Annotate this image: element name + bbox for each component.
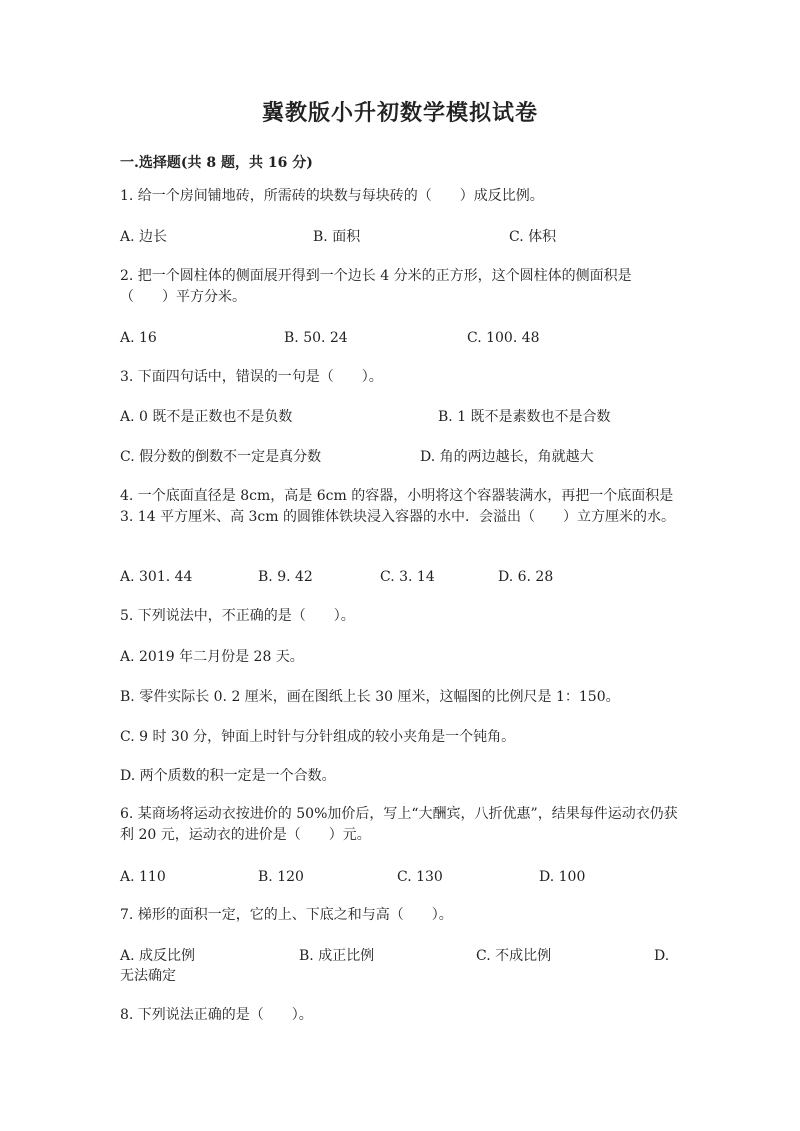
q7-option-b[interactable]: B. 成正比例 bbox=[299, 948, 375, 964]
q6-option-c[interactable]: C. 130 bbox=[397, 869, 443, 885]
q2-option-c[interactable]: C. 100. 48 bbox=[467, 330, 540, 346]
question-2-stem: 2. 把一个圆柱体的侧面展开得到一个边长 4 分米的正方形，这个圆柱体的侧面积是（ ）平方分米。 bbox=[120, 268, 632, 305]
question-6-stem: 6. 某商场将运动衣按进价的 50%加价后，写上“大酬宾，八折优惠”，结果每件运动衣仍获利 20 元，运动衣的进价是（ ）元。 bbox=[120, 806, 678, 843]
q6-option-d[interactable]: D. 100 bbox=[539, 869, 586, 885]
q5-option-c[interactable]: C. 9 时 30 分，钟面上时针与分针组成的较小夹角是一个钝角。 bbox=[120, 729, 516, 745]
q4-option-b[interactable]: B. 9. 42 bbox=[258, 569, 313, 585]
q3-option-b[interactable]: B. 1 既不是素数也不是合数 bbox=[438, 409, 611, 425]
q7-option-c[interactable]: C. 不成比例 bbox=[476, 948, 552, 964]
q4-option-c[interactable]: C. 3. 14 bbox=[380, 569, 435, 585]
question-5-stem: 5. 下列说法中，不正确的是（ ）。 bbox=[120, 608, 355, 624]
q2-option-a[interactable]: A. 16 bbox=[120, 330, 157, 346]
q7-option-d[interactable]: D. 无法确定 bbox=[120, 948, 670, 984]
q1-option-c[interactable]: C. 体积 bbox=[509, 229, 557, 245]
q6-option-a[interactable]: A. 110 bbox=[120, 869, 166, 885]
q3-option-a[interactable]: A. 0 既不是正数也不是负数 bbox=[120, 409, 293, 425]
question-4-stem: 4. 一个底面直径是 8cm，高是 6cm 的容器，小明将这个容器装满水，再把一个底面积是 3. 14 平方厘米、高 3cm 的圆锥体铁块浸入容器的水中．会溢出（ ）立方厘米的水。 bbox=[120, 488, 675, 525]
question-8-stem: 8. 下列说法正确的是（ ）。 bbox=[120, 1007, 313, 1023]
question-1-stem: 1. 给一个房间铺地砖，所需砖的块数与每块砖的（ ）成反比例。 bbox=[120, 188, 544, 204]
q4-option-a[interactable]: A. 301. 44 bbox=[120, 569, 193, 585]
q2-option-b[interactable]: B. 50. 24 bbox=[284, 330, 348, 346]
q6-option-b[interactable]: B. 120 bbox=[258, 869, 304, 885]
question-7-stem: 7. 梯形的面积一定，它的上、下底之和与高（ ）。 bbox=[120, 907, 453, 923]
q3-option-c[interactable]: C. 假分数的倒数不一定是真分数 bbox=[120, 449, 322, 465]
q5-option-a[interactable]: A. 2019 年二月份是 28 天。 bbox=[120, 649, 304, 665]
section-header: 一.选择题(共 8 题，共 16 分) bbox=[120, 155, 313, 171]
q1-option-a[interactable]: A. 边长 bbox=[120, 229, 168, 245]
q5-option-b[interactable]: B. 零件实际长 0. 2 厘米，画在图纸上长 30 厘米，这幅图的比例尺是 1：150。 bbox=[120, 689, 620, 705]
question-3-stem: 3. 下面四句话中，错误的一句是（ ）。 bbox=[120, 369, 383, 385]
page-title: 冀教版小升初数学模拟试卷 bbox=[261, 100, 538, 126]
q7-option-a[interactable]: A. 成反比例 bbox=[120, 948, 196, 964]
q3-option-d[interactable]: D. 角的两边越长，角就越大 bbox=[420, 449, 594, 465]
q5-option-d[interactable]: D. 两个质数的积一定是一个合数。 bbox=[120, 768, 336, 784]
q4-option-d[interactable]: D. 6. 28 bbox=[498, 569, 554, 585]
q1-option-b[interactable]: B. 面积 bbox=[313, 229, 361, 245]
